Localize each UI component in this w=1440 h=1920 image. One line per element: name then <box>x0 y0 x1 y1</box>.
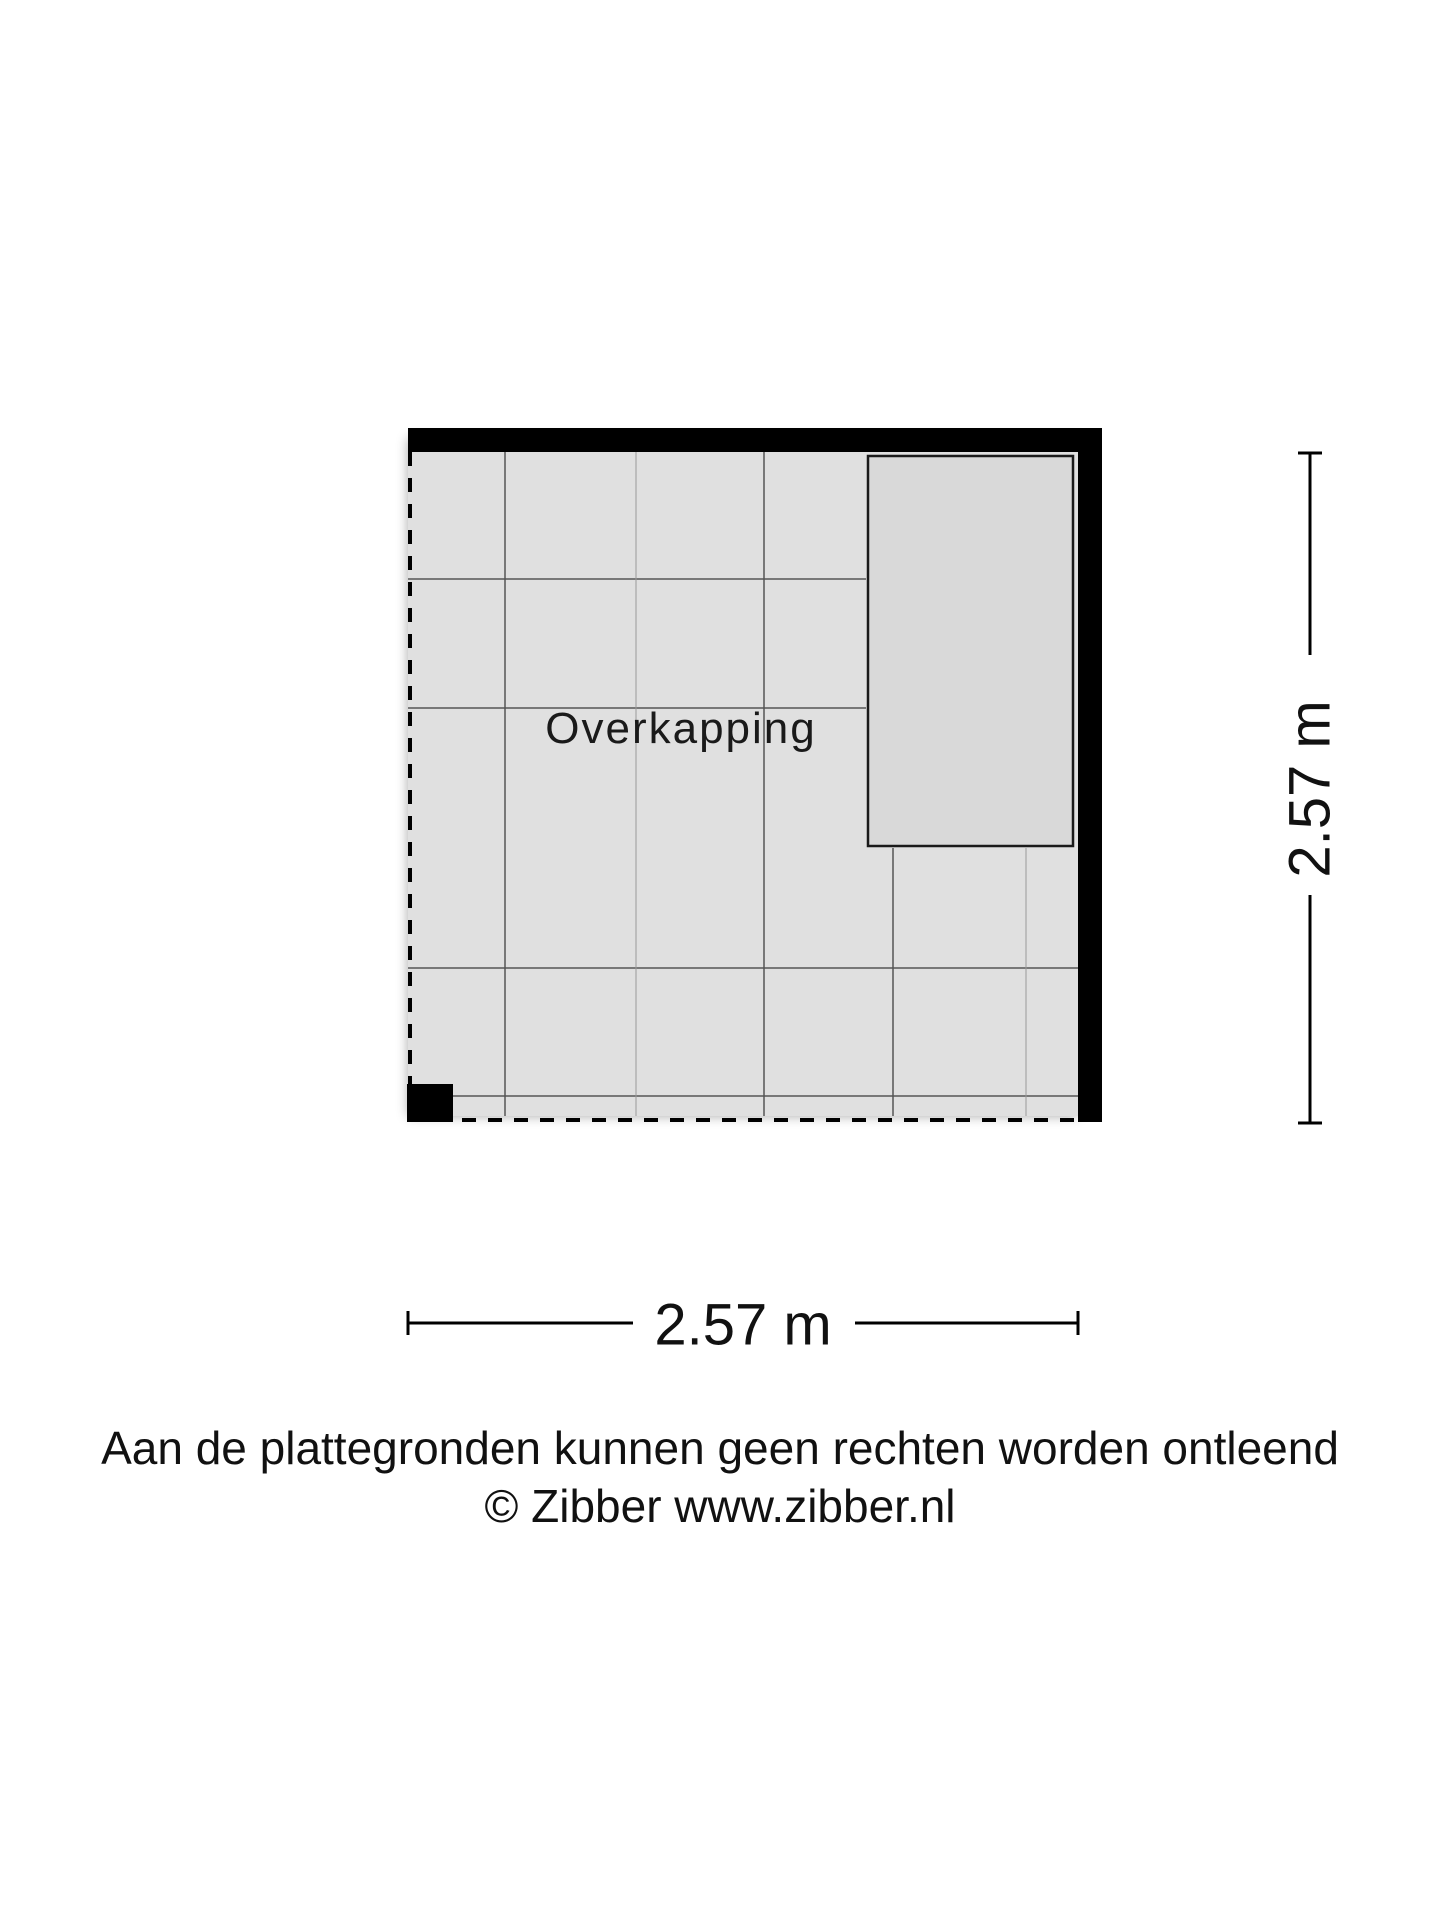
width-dimension-label: 2.57 m <box>654 1292 832 1358</box>
corner-post <box>407 1084 453 1122</box>
storage-block <box>868 456 1073 846</box>
right-wall <box>1078 428 1102 1122</box>
disclaimer-text: Aan de plattegronden kunnen geen rechten worden ontleend <box>101 1422 1339 1474</box>
height-dimension-label: 2.57 m <box>1277 700 1343 878</box>
top-wall <box>408 428 1102 452</box>
room-label: Overkapping <box>545 704 817 753</box>
copyright-text: © Zibber www.zibber.nl <box>484 1480 956 1532</box>
